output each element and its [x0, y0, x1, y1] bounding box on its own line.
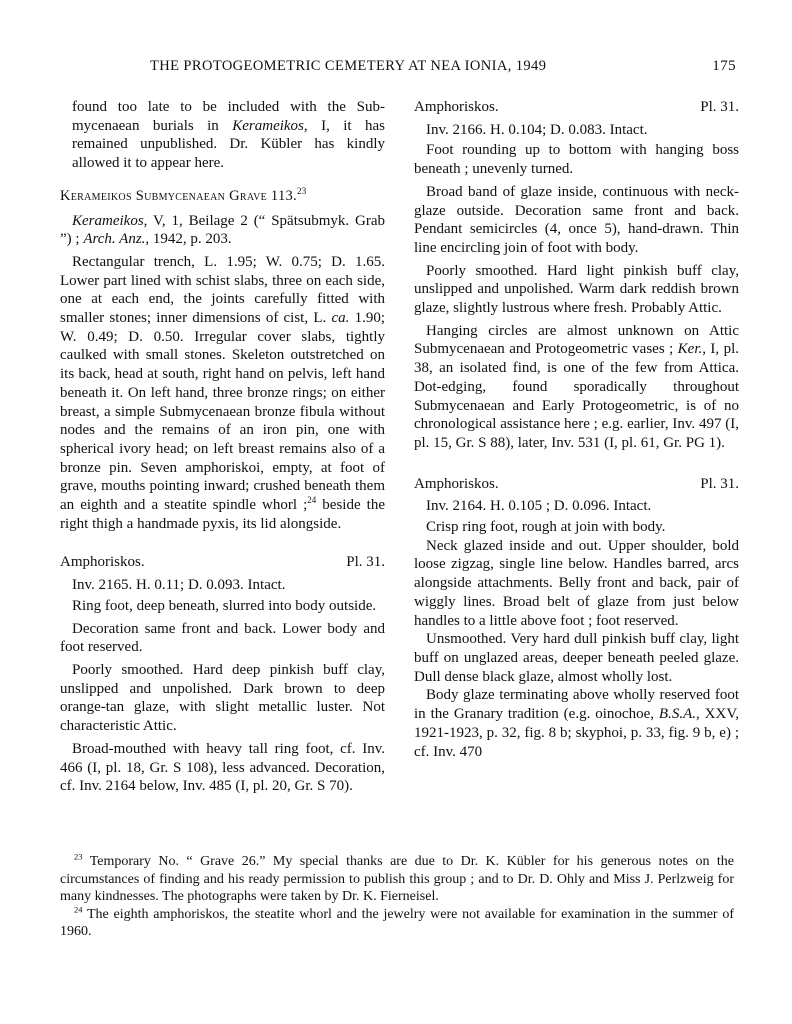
footnote-24: $^{24}$ The eighth amphoriskos, the steatite whorl and the jewelry were not available for examination in the summer of 1960.	[60, 903, 734, 939]
entry-paragraph: Poorly smoothed. Hard light pinkish buff clay, unslipped and unpolished. Warm dark reddish brown glaze, slightly lustrous where fresh. Probably Attic.	[414, 262, 739, 317]
entry-heading	[414, 98, 739, 117]
entry-paragraph: Body glaze terminating above wholly reserved foot in the Granary tradition (e.g. oinochoe, B.S.A., XXV, 1921-1923, p. 32, fig. 8 b; skyphoi, p. 33, fig. 9 b, e) ; cf. Inv. 470	[414, 687, 739, 760]
grave-description: Rectangular trench, L. 1.95; W. 0.75; D. 1.65. Lower part lined with schist slabs, three on each side, one at each end, the joints carefully fitted with smaller stones; inner dimensions of cist, L. ca. 1.90; W. 0.49; D. 0.50. Irregular cover slabs, tightly caulked with small stones. Skeleton outstretched on its back, head at south, right hand on pelvis, left hand beneath it. On left hand, three bronze rings; on either breast, a simple Submycenaean bronze fibula without nodes and the remains of an iron pin, one with spherical ivory head; on left breast remains also of a bronze pin. Seven amphoriskoi, empty, at foot of grave, mouths pointing inward; crushed beneath them an eighth and a steatite spindle whorl ;$^{24}$ beside the right thigh a handmade pyxis, its lid alongside.	[60, 253, 385, 532]
entry-plate: Pl. 31.	[700, 99, 739, 115]
entry-paragraph: Crisp ring foot, rough at join with body.	[426, 519, 666, 536]
footnotes	[60, 853, 734, 941]
right-column	[414, 98, 739, 761]
entry-inventory: Inv. 2164. H. 0.105 ; D. 0.096. Intact.	[426, 498, 652, 515]
entry-paragraph: Hanging circles are almost unknown on Attic Submycenaean and Protogeometric vases ; Ker., I, pl. 38, an isolated find, is one of the few from Attica. Dot-edging, found sporadically throughout Submycenaean and Early Protogeometric, is of no chronological assistance here ; e.g. earlier, Inv. 497 (I, pl. 15, Gr. S 88), later, Inv. 531 (I, pl. 61, Gr. PG 1).	[414, 322, 739, 451]
entry-name: Amphoriskos.	[60, 554, 145, 571]
entry-paragraph: Unsmoothed. Very hard dull pinkish buff clay, light buff on unglazed areas, deeper beneath peeled glaze. Dull dense black glaze, almost wholly lost.	[414, 631, 739, 685]
entry-name: Amphoriskos.	[414, 99, 499, 115]
entry-plate: Pl. 31.	[700, 475, 739, 492]
running-header	[150, 58, 770, 78]
footnote-ref-24[interactable]: 24	[307, 495, 317, 506]
entry-plate: Pl. 31.	[346, 554, 385, 571]
entry-paragraph: Neck glazed inside and out. Upper shoulder, bold loose zigzag, single line below. Handles barred, arcs alongside attachments. Belly front and back, pair of wiggly lines. Broad belt of glaze from just below handles to a little above foot ; foot reserved.	[414, 537, 739, 629]
entry-paragraph: Foot rounding up to bottom with hanging boss beneath ; unevenly turned.	[414, 142, 739, 178]
footnote-ref-23[interactable]: 23	[296, 185, 307, 196]
entry-paragraph: Broad-mouthed with heavy tall ring foot, cf. Inv. 466 (I, pl. 18, Gr. S 108), less advanced. Decoration, cf. Inv. 2164 below, Inv. 485 (I, pl. 20, Gr. S 70).	[60, 740, 385, 795]
entry-inventory: Inv. 2165. H. 0.11; D. 0.093. Intact.	[72, 577, 286, 594]
entry-paragraph: Decoration same front and back. Lower body and foot reserved.	[60, 620, 385, 656]
entry-heading	[60, 553, 385, 572]
entry-paragraph: Broad band of glaze inside, continuous with neck-glaze outside. Decoration same front and back. Pendant semicircles (4, once 5), hand-drawn. Thin line encircling join of foot with body.	[414, 183, 739, 256]
page-number: 175	[712, 58, 736, 74]
left-column	[60, 98, 385, 796]
entry-name: Amphoriskos.	[414, 475, 499, 492]
entry-inventory: Inv. 2166. H. 0.104; D. 0.083. Intact.	[426, 121, 648, 138]
running-title: THE PROTOGEOMETRIC CEMETERY AT NEA IONIA, 1949	[150, 58, 547, 74]
footnote-23: $^{23}$ Temporary No. “ Grave 26.” My special thanks are due to Dr. K. Kübler for his generous notes on the circumstances of finding and his ready permission to publish this group ; and to Dr. D. Ohly and Miss J. Perlzweig for many kindnesses. The photographs were taken by Dr. K. Fierneisel.	[60, 851, 734, 904]
intro-paragraph: found too late to be included with the Sub- mycenaean burials in Kerameikos, I, it has remained unpublished. Dr. Kübler has kindly allowed it to appear here.	[72, 99, 385, 172]
grave-reference: Kerameikos, V, 1, Beilage 2 (“ Spätsubmyk. Grab ”) ; Arch. Anz., 1942, p. 203.	[60, 212, 385, 248]
entry-paragraph: Ring foot, deep beneath, slurred into body outside.	[72, 597, 377, 614]
entry-heading	[414, 475, 739, 494]
entry-paragraph: Poorly smoothed. Hard deep pinkish buff clay, unslipped and unpolished. Dark brown to deep orange-tan glaze, with slight metallic luster. Not characteristic Attic.	[60, 661, 385, 735]
grave-heading: Kerameikos Submycenaean Grave 113.23	[60, 185, 307, 204]
